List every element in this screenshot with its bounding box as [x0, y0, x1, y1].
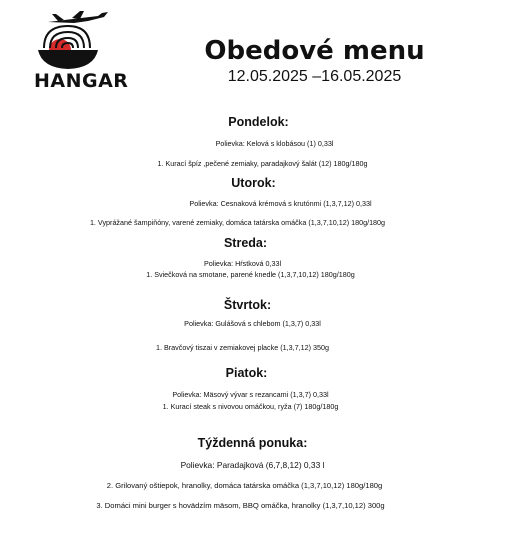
- weekly-heading: Týždenná ponuka:: [197, 436, 308, 450]
- main-dish-line: 1. Vyprážané šampiňóny, varené zemiaky, domáca tatárska omáčka (1,3,7,10,12) 180g/180g: [89, 218, 386, 227]
- day-section-thursday: [0, 298, 509, 312]
- airplane-icon: [48, 11, 108, 23]
- day-section-tuesday: [0, 176, 509, 190]
- main-dish-line: 1. Kurací steak s nivovou omáčkou, ryža (7) 180g/180g: [162, 402, 339, 411]
- day-section-wednesday: [0, 236, 509, 250]
- page-title: Obedové menu: [204, 36, 425, 66]
- menu-dates: 12.05.2025 –16.05.2025: [227, 68, 402, 85]
- soup-line: Polievka: Gulášová s chlebom (1,3,7) 0,33l: [184, 319, 321, 328]
- weekly-item: 2. Grilovaný oštiepok, hranolky, domáca tatárska omáčka (1,3,7,10,12) 180g/180g: [106, 481, 383, 490]
- brand-name: HANGAR: [34, 70, 129, 92]
- soup-line: Polievka: Hŕstková 0,33l: [203, 259, 282, 268]
- weekly-item: 3. Domáci mini burger s hovädzím mäsom, BBQ omáčka, hranolky (1,3,7,10,12) 300g: [96, 501, 385, 510]
- day-heading: Štvrtok:: [223, 298, 272, 312]
- soup-line: Polievka: Cesnaková krémová s krutónmi (1,3,7,12) 0,33l: [189, 199, 372, 208]
- weekly-soup-line: Polievka: Paradajková (6,7,8,12) 0,33 l: [180, 460, 325, 470]
- main-dish-line: 1. Bravčový tiszai v zemiakovej placke (1,3,7,12) 350g: [156, 343, 329, 352]
- soup-line: Polievka: Kelová s klobásou (1) 0,33l: [215, 139, 334, 148]
- day-heading: Piatok:: [225, 366, 268, 380]
- day-heading: Utorok:: [231, 176, 276, 190]
- day-heading: Pondelok:: [228, 115, 289, 129]
- day-section-monday: [0, 115, 509, 129]
- main-dish-line: 1. Sviečková na smotane, parené knedle (1,3,7,10,12) 180g/180g: [146, 270, 355, 279]
- weekly-offer-section: [0, 436, 509, 450]
- main-dish-line: 1. Kurací špíz ,pečené zemiaky, paradajkový šalát (12) 180g/180g: [157, 159, 368, 168]
- soup-line: Polievka: Mäsový vývar s rezancami (1,3,7) 0,33l: [172, 390, 329, 399]
- day-heading: Streda:: [223, 236, 268, 250]
- day-section-friday: [0, 366, 509, 380]
